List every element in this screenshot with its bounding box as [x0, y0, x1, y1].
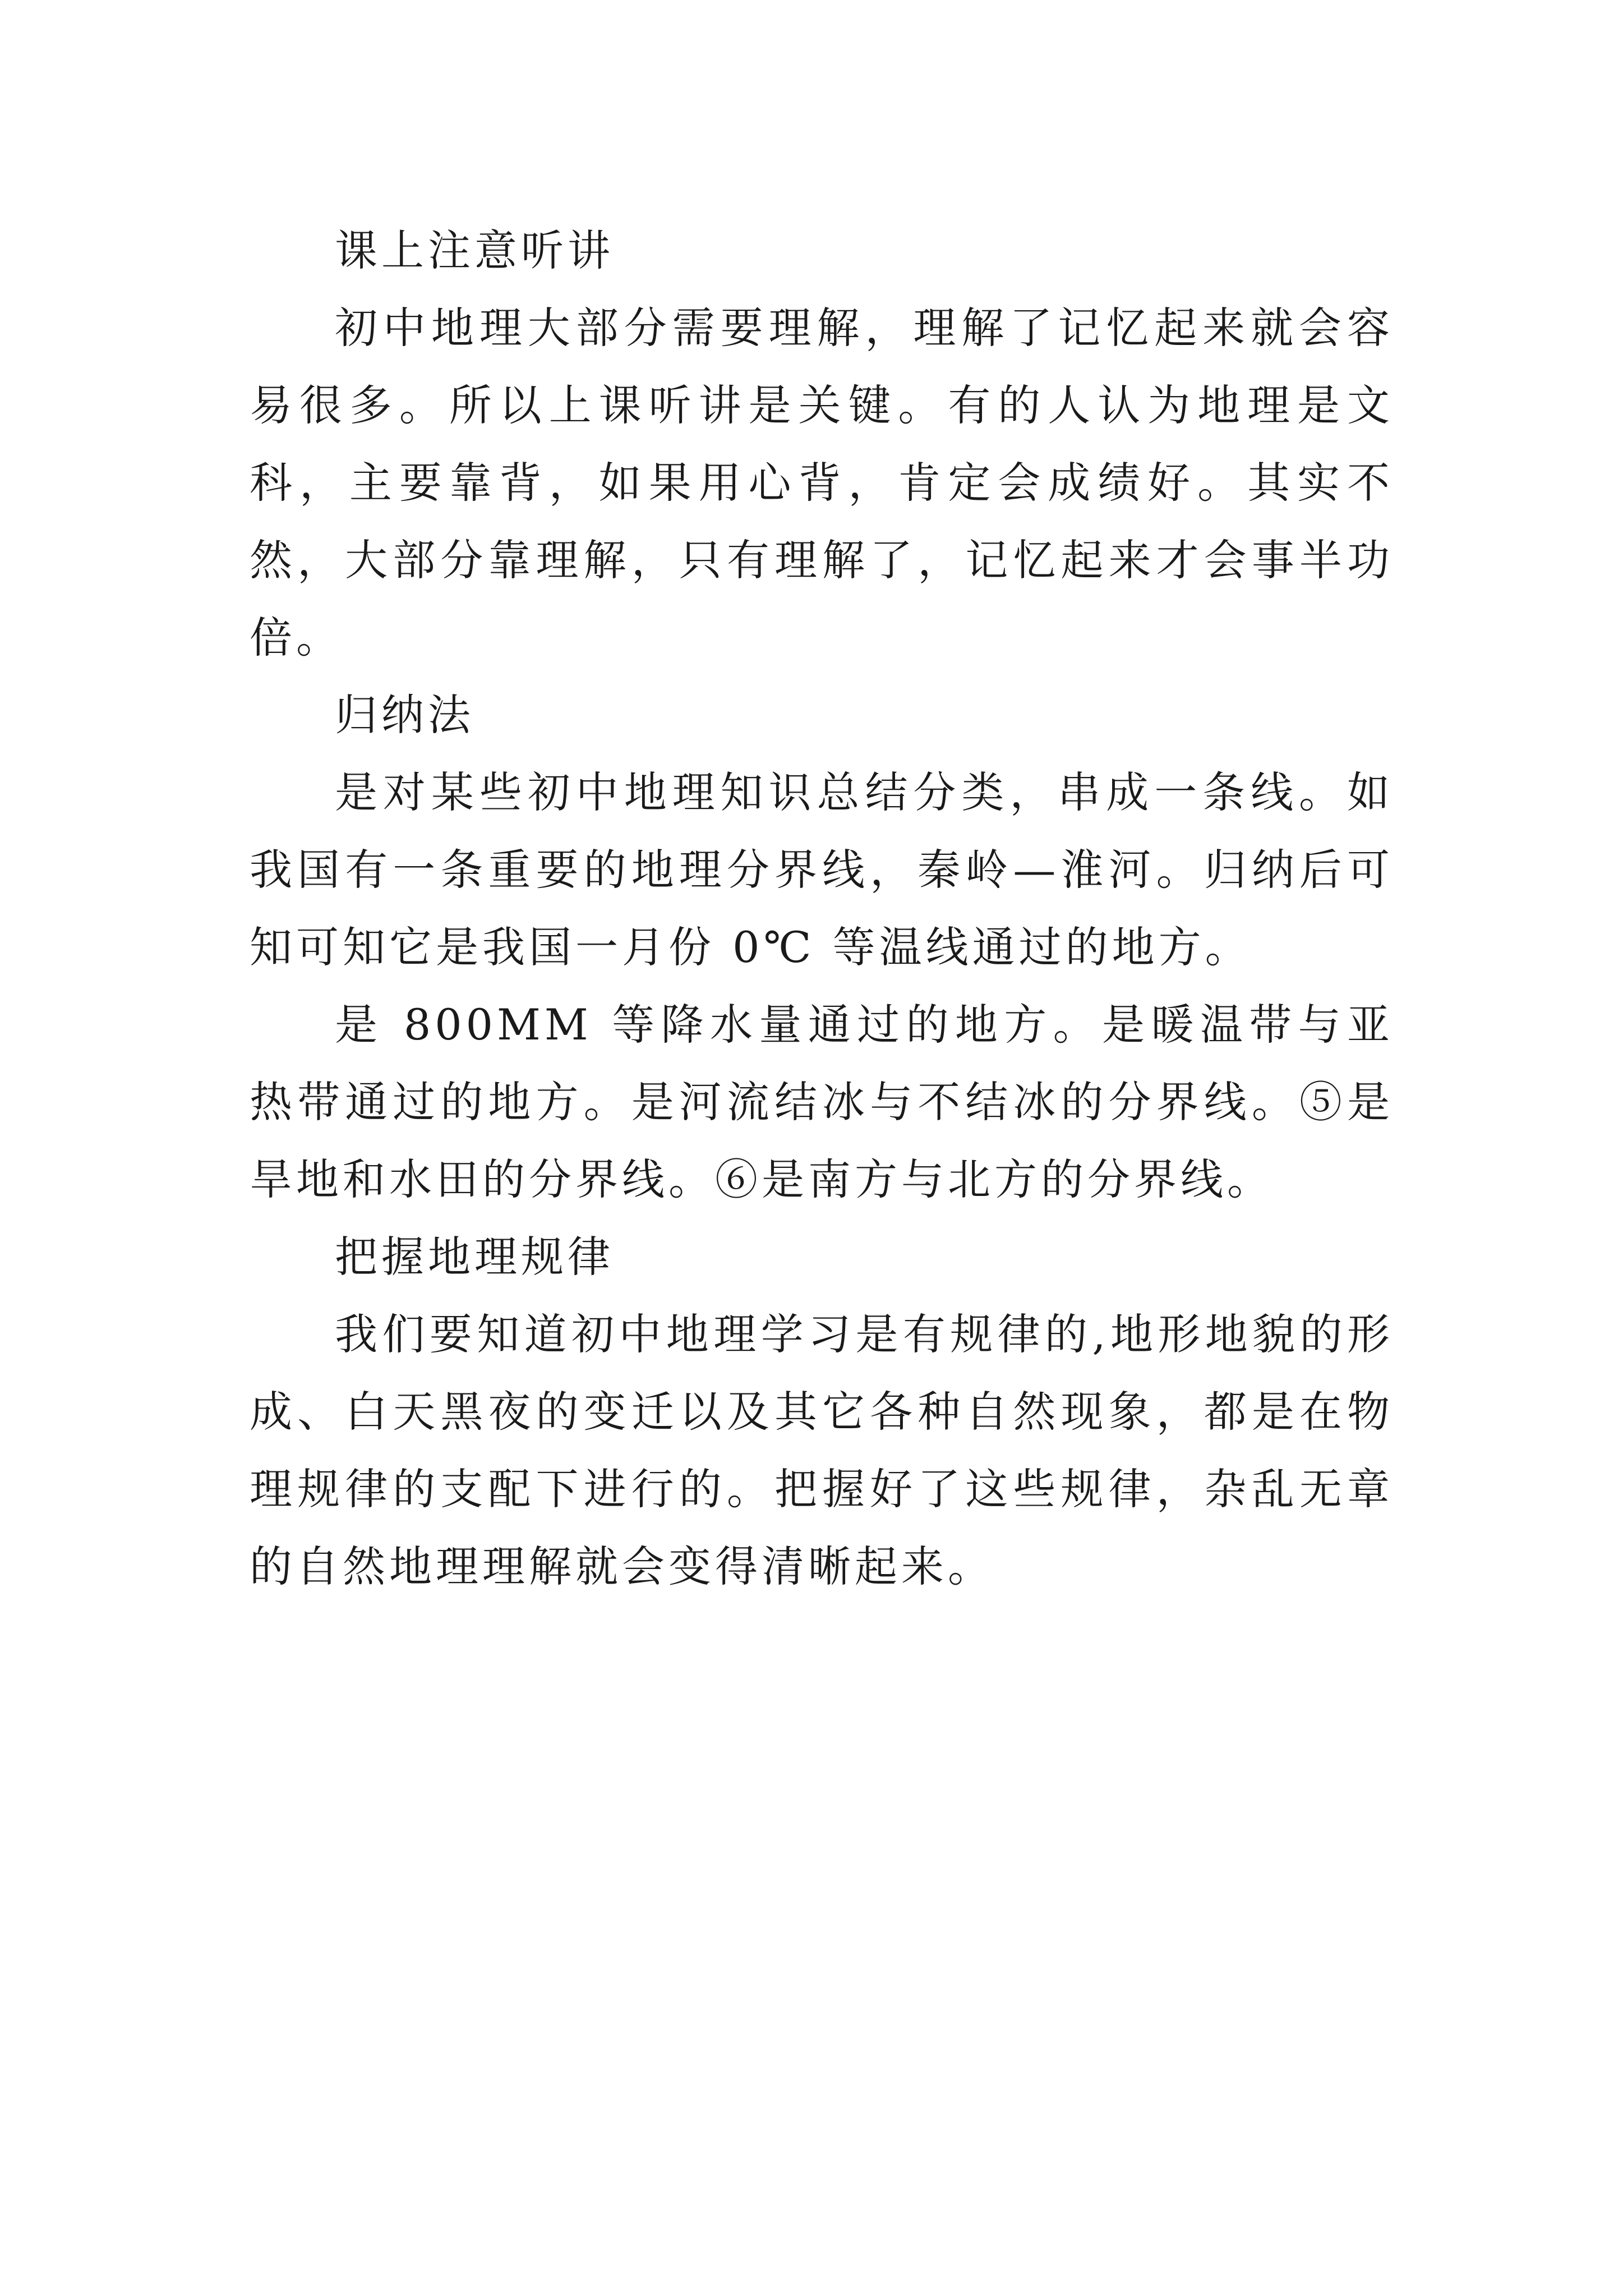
section-heading-listening: 课上注意听讲 [335, 226, 614, 275]
paragraph-boundary-line: 是 800MM 等降水量通过的地方。是暖温带与亚热带通过的地方。是河流结冰与不结冰的分界线。⑤是旱地和水田的分界线。⑥是南方与北方的分界线。 [250, 1000, 1394, 1204]
section-heading-induction: 归纳法 [335, 690, 474, 740]
section-heading-patterns: 把握地理规律 [335, 1232, 614, 1282]
paragraph-induction: 是对某些初中地理知识总结分类，串成一条线。如我国有一条重要的地理分界线，秦岭—淮河。归纳后可知可知它是我国一月份 0℃ 等温线通过的地方。 [250, 767, 1394, 972]
paragraph-listening: 初中地理大部分需要理解，理解了记忆起来就会容易很多。所以上课听讲是关键。有的人认为地理是文科，主要靠背，如果用心背，肯定会成绩好。其实不然，大部分靠理解，只有理解了，记忆起来才会事半功倍。 [250, 303, 1394, 662]
paragraph-patterns: 我们要知道初中地理学习是有规律的,地形地貌的形成、白天黑夜的变迁以及其它各种自然现象，都是在物理规律的支配下进行的。把握好了这些规律，杂乱无章的自然地理理解就会变得清晰起来。 [250, 1309, 1394, 1591]
document-body [250, 212, 1394, 1605]
